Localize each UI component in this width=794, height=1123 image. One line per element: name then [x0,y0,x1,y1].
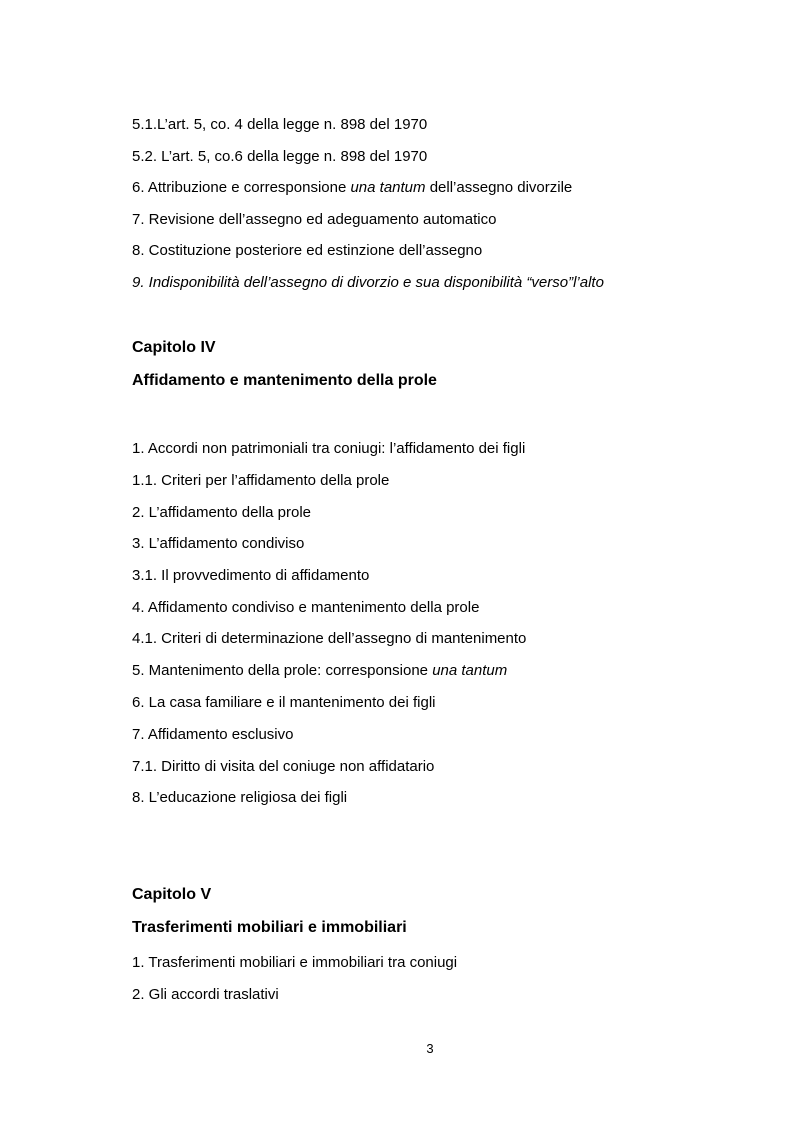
toc-entry: 2. Gli accordi traslativi [132,986,279,1003]
toc-entry [132,661,507,681]
toc-entry: 8. Costituzione posteriore ed estinzione dell’assegno [132,242,483,259]
chapter-label: Capitolo IV [132,339,216,356]
toc-entry-text: dell’assegno divorzile [425,179,573,196]
toc-entry: 1.1. Criteri per l’affidamento della prole [132,472,390,489]
toc-entry: 5.1.L’art. 5, co. 4 della legge n. 898 del 1970 [132,116,428,133]
toc-entry: 5.2. L’art. 5, co.6 della legge n. 898 del 1970 [132,148,428,165]
page-number: 3 [426,1041,434,1056]
toc-entry: 2. L’affidamento della prole [132,504,312,521]
toc-entry-text: 5. Mantenimento della prole: corresponsione [132,662,433,679]
toc-entry: 9. Indisponibilità dell’assegno di divorzio e sua disponibilità “verso”l’alto [132,274,604,291]
toc-entry-emphasis: una tantum [432,662,508,679]
chapter-title: Affidamento e mantenimento della prole [132,372,437,389]
toc-entry: 7.1. Diritto di visita del coniuge non affidatario [132,758,435,775]
toc-entry-text: 6. Attribuzione e corresponsione [132,179,351,196]
chapter-title: Trasferimenti mobiliari e immobiliari [132,919,407,936]
chapter-label: Capitolo V [132,886,212,903]
toc-entry: 7. Affidamento esclusivo [132,726,294,743]
toc-entry: 3. L’affidamento condiviso [132,535,305,552]
toc-entry: 4. Affidamento condiviso e mantenimento della prole [132,599,480,616]
toc-entry-emphasis: una tantum [350,179,426,196]
toc-entry: 6. La casa familiare e il mantenimento dei figli [132,694,436,711]
toc-entry: 3.1. Il provvedimento di affidamento [132,567,370,584]
toc-entry: 1. Accordi non patrimoniali tra coniugi: l’affidamento dei figli [132,440,526,457]
toc-entry: 7. Revisione dell’assegno ed adeguamento automatico [132,211,497,228]
toc-entry [132,178,572,198]
toc-entry: 8. L’educazione religiosa dei figli [132,789,348,806]
toc-entry: 1. Trasferimenti mobiliari e immobiliari tra coniugi [132,954,458,971]
toc-entry: 4.1. Criteri di determinazione dell’assegno di mantenimento [132,630,527,647]
